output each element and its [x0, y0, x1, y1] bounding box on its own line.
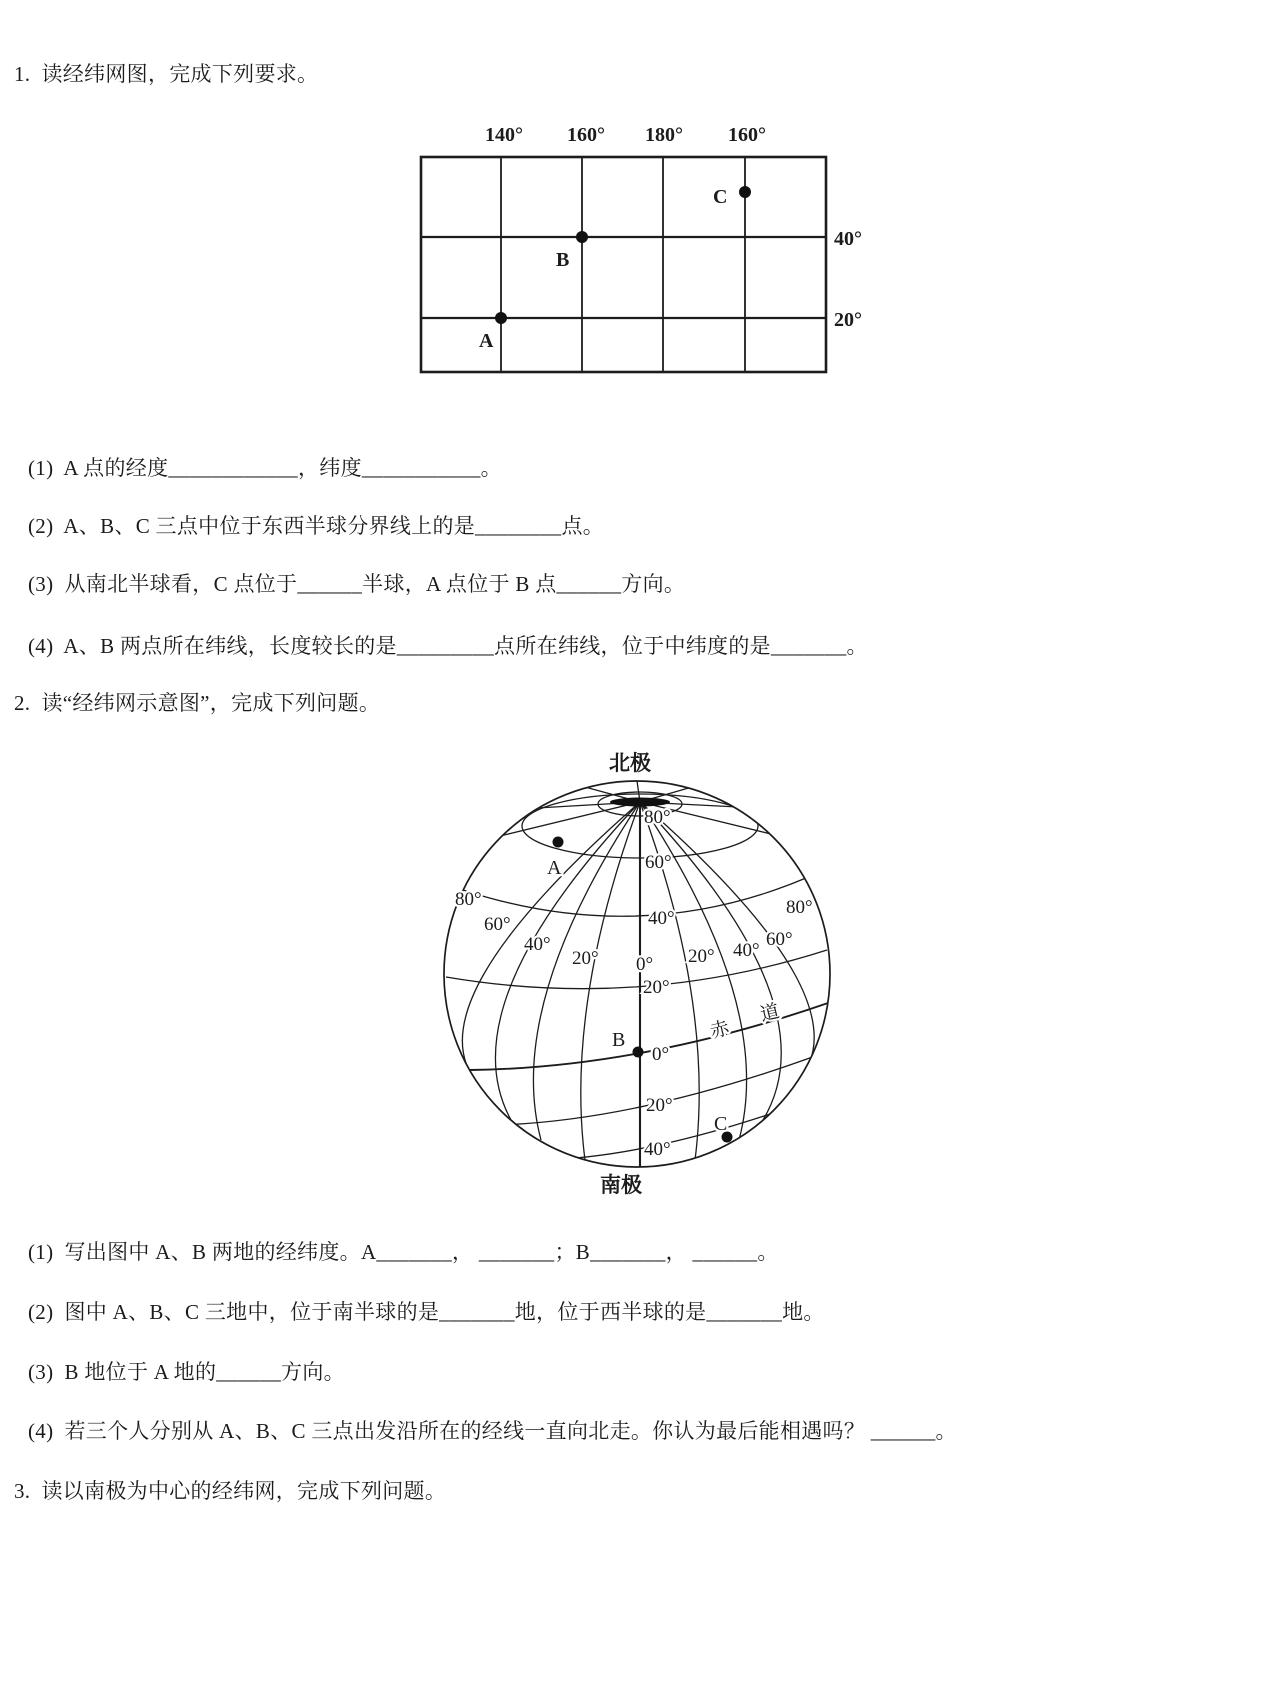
globe-longitude-label: 40°: [524, 934, 551, 955]
globe-meridian: [533, 802, 640, 1140]
globe-latitude-label: 40°: [648, 908, 675, 929]
section1-question-1: (1) A 点的经度____________，纬度___________。: [28, 456, 502, 480]
globe-latitude-label: 20°: [646, 1095, 673, 1116]
globe-parallel-40n: [463, 878, 806, 916]
south-pole-label: 南极: [600, 1173, 642, 1197]
section2-question-1: (1) 写出图中 A、B 两地的经纬度。A_______， _______；B_______， ______。: [28, 1240, 779, 1264]
globe-longitude-label: 60°: [484, 914, 511, 935]
globe-point-B: [633, 1047, 644, 1058]
globe-latitude-label: 0°: [652, 1044, 670, 1065]
grid-longitude-label: 180°: [645, 124, 683, 146]
north-pole-point: [610, 798, 670, 807]
grid-point-label-C: C: [713, 186, 728, 208]
section2-question-2: (2) 图中 A、B、C 三地中，位于南半球的是_______地，位于西半球的是_______地。: [28, 1300, 825, 1324]
grid-point-B: [576, 231, 588, 243]
equator-label: 道: [758, 1000, 782, 1026]
globe-longitude-label: 40°: [733, 940, 760, 961]
globe-latitude-label: 40°: [644, 1139, 671, 1160]
section2-heading: 2. 读“经纬网示意图”，完成下列问题。: [14, 691, 381, 715]
equator-label: 赤: [708, 1017, 732, 1043]
section2-question-3: (3) B 地位于 A 地的______方向。: [28, 1360, 345, 1384]
section3-heading: 3. 读以南极为中心的经纬网，完成下列问题。: [14, 1479, 447, 1503]
grid-point-label-B: B: [556, 249, 570, 271]
globe-longitude-label: 80°: [786, 897, 813, 918]
globe-point-label-B: B: [612, 1029, 626, 1051]
grid-point-C: [739, 186, 751, 198]
globe-longitude-label: 80°: [455, 889, 482, 910]
globe-longitude-label: 20°: [572, 948, 599, 969]
globe-meridian: [495, 802, 640, 1120]
grid-point-A: [495, 312, 507, 324]
globe-longitude-label: 60°: [766, 929, 793, 950]
globe-diagram: [415, 745, 880, 1210]
globe-latitude-label: 20°: [643, 977, 670, 998]
globe-longitude-label: 20°: [688, 946, 715, 967]
section1-question-4: (4) A、B 两点所在纬线，长度较长的是_________点所在纬线，位于中纬度的是_______。: [28, 634, 868, 658]
globe-point-label-C: C: [714, 1113, 728, 1135]
section1-question-2: (2) A、B、C 三点中位于东西半球分界线上的是________点。: [28, 514, 605, 538]
latlon-grid-diagram: [380, 105, 885, 390]
grid-latitude-label: 20°: [834, 309, 862, 331]
grid-longitude-label: 160°: [567, 124, 605, 146]
globe-point-A: [553, 837, 564, 848]
grid-longitude-label: 160°: [728, 124, 766, 146]
globe-point-label-A: A: [547, 857, 562, 879]
section2-question-4: (4) 若三个人分别从 A、B、C 三点出发沿所在的经线一直向北走。你认为最后能相遇吗？ ______。: [28, 1419, 957, 1443]
globe-latitude-label: 60°: [645, 852, 672, 873]
grid-latitude-label: 40°: [834, 228, 862, 250]
north-pole-label: 北极: [609, 751, 651, 775]
section1-heading: 1. 读经纬网图，完成下列要求。: [14, 62, 319, 86]
globe-longitude-label: 0°: [636, 954, 654, 975]
grid-longitude-label: 140°: [485, 124, 523, 146]
grid-point-label-A: A: [479, 330, 494, 352]
section1-question-3: (3) 从南北半球看，C 点位于______半球，A 点位于 B 点______方向。: [28, 572, 686, 596]
globe-latitude-label: 80°: [644, 807, 671, 828]
